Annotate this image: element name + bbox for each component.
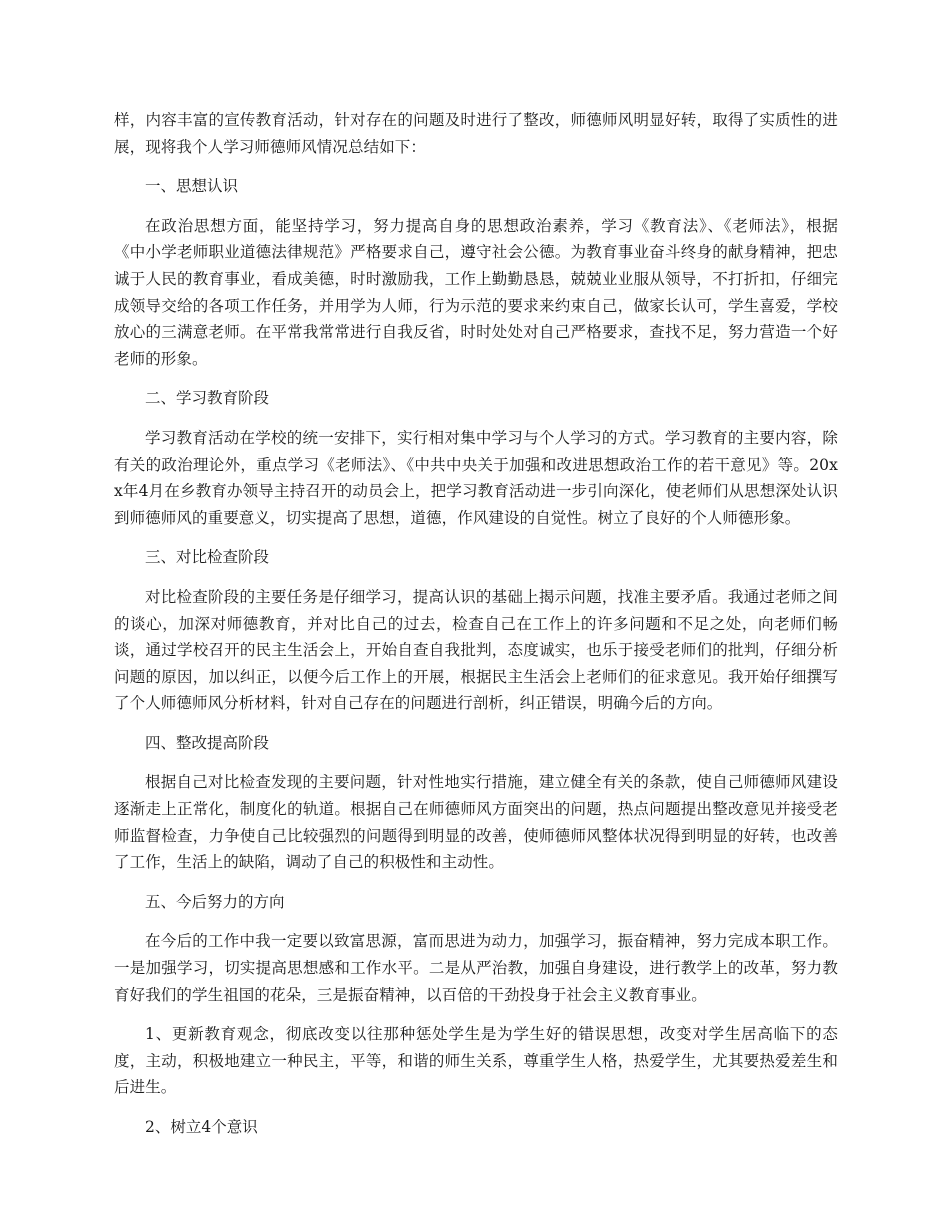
- paragraph-study: 学习教育活动在学校的统一安排下，实行相对集中学习与个人学习的方式。学习教育的主要内容，除有关的政治理论外，重点学习《老师法》、《中共中央关于加强和改进思想政治工作的若干意见》等。20xx年4月在乡教育办领导主持召开的动员会上，把学习教育活动进一步引向深化，使老师们从思想深处认识到师德师风的重要意义，切实提高了思想，道德，作风建设的自觉性。树立了良好的个人师德形象。: [114, 428, 838, 527]
- paragraph-thought: 在政治思想方面，能坚持学习，努力提高自身的思想政治素养，学习《教育法》、《老师法》，根据《中小学老师职业道德法律规范》严格要求自己，遵守社会公德。为教育事业奋斗终身的献身精神，把忠诚于人民的教育事业，看成美德，时时激励我，工作上勤勤恳恳，兢兢业业服从领导，不打折扣，仔细完成领导交给的各项工作任务，并用学为人师，行为示范的要求来约束自己，做家长认可，学生喜爱，学校放心的三满意老师。在平常我常常进行自我反省，时时处处对自己严格要求，查找不足，努力营造一个好老师的形象。: [114, 216, 838, 368]
- document-page: [114, 107, 838, 1141]
- paragraph-improve: 根据自己对比检查发现的主要问题，针对性地实行措施，建立健全有关的条款，使自己师德师风建设逐渐走上正常化，制度化的轨道。根据自己在师德师风方面突出的问题，热点问题提出整改意见并接受老师监督检查，力争使自己比较强烈的问题得到明显的改善，使师德师风整体状况得到明显的好转，也改善了工作，生活上的缺陷，调动了自己的积极性和主动性。: [114, 773, 838, 872]
- section-heading-improve: 四、整改提高阶段: [145, 733, 270, 752]
- paragraph-check: 对比检查阶段的主要任务是仔细学习，提高认识的基础上揭示问题，找准主要矛盾。我通过老师之间的谈心，加深对师德教育，并对比自己的过去，检查自己在工作上的许多问题和不足之处，向老师们畅谈，通过学校召开的民主生活会上，开始自查自我批判，态度诚实，也乐于接受老师们的批判，仔细分析问题的原因，加以纠正，以便今后工作上的开展，根据民主生活会上老师们的征求意见。我开始仔细撰写了个人师德师风分析材料，针对自己存在的问题进行剖析，纠正错误，明确今后的方向。: [114, 587, 838, 713]
- paragraph-future: 在今后的工作中我一定要以致富思源，富而思进为动力，加强学习，振奋精神，努力完成本职工作。一是加强学习，切实提高思想感和工作水平。二是从严治教，加强自身建设，进行教学上的改革，努力教育好我们的学生祖国的花朵，三是振奋精神，以百倍的干劲投身于社会主义教育事业。: [114, 932, 838, 1004]
- intro-paragraph: 样，内容丰富的宣传教育活动，针对存在的问题及时进行了整改，师德师风明显好转，取得了实质性的进展，现将我个人学习师德师风情况总结如下：: [114, 111, 838, 156]
- item-heading-2: 2、树立4个意识: [145, 1118, 258, 1136]
- section-heading-thought: 一、思想认识: [145, 177, 239, 196]
- section-heading-future: 五、今后努力的方向: [145, 892, 285, 911]
- paragraph-item-1: 1、更新教育观念，彻底改变以往那种惩处学生是为学生好的错误思想，改变对学生居高临下的态度，主动，积极地建立一种民主，平等，和谐的师生关系，尊重学生人格，热爱学生，尤其要热爱差生和后进生。: [114, 1025, 838, 1097]
- section-heading-study: 二、学习教育阶段: [145, 389, 270, 408]
- section-heading-check: 三、对比检查阶段: [145, 548, 270, 567]
